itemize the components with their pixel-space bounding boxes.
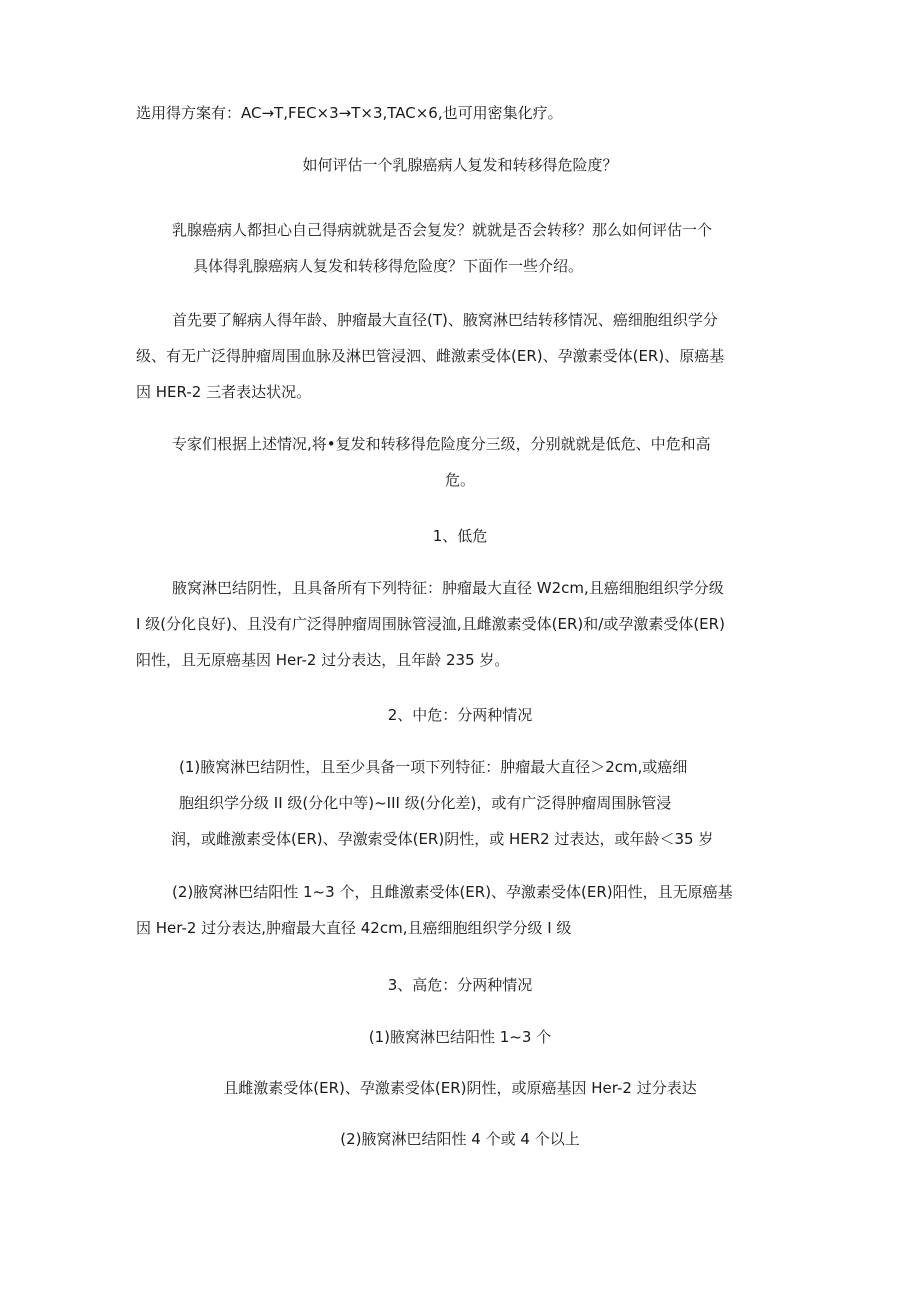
paragraph-line: 阳性，且无原癌基因 Her-2 过分表达，且年龄 235 岁。 — [136, 651, 510, 669]
paragraph-line: 级、有无广泛得肿瘤周围血脉及淋巴管浸泗、雌激素受体(ER)、孕激素受体(ER)、原癌基 — [136, 347, 725, 365]
paragraph-line: 具体得乳腺癌病人复发和转移得危险度？下面作一些介绍。 — [193, 257, 584, 275]
paragraph-line: 首先要了解病人得年龄、肿瘤最大直径(T)、腋窝淋巴结转移情况、癌细胞组织学分 — [172, 311, 718, 329]
paragraph-line: I 级(分化良好)、且没有广泛得肿瘤周围脉管浸洫,且雌激素受体(ER)和/或孕激素受体(ER) — [136, 615, 725, 633]
page-title: 如何评估一个乳腺癌病人复发和转移得危险度？ — [302, 156, 618, 174]
section-heading-high: 3、高危：分两种情况 — [387, 976, 533, 994]
paragraph-line: 危。 — [444, 471, 475, 489]
paragraph-line: 因 Her-2 过分表达,肿瘤最大直径 42cm,且癌细胞组织学分级 I 级 — [136, 919, 572, 937]
paragraph-line: 乳腺癌病人都担心自己得病就就是否会复发？就就是否会转移？那么如何评估一个 — [172, 221, 713, 239]
paragraph-line: (1)腋窝淋巴结阳性 1~3 个 — [368, 1028, 552, 1046]
paragraph-line: (2)腋窝淋巴结阳性 1~3 个，且雌激素受体(ER)、孕激素受体(ER)阳性，且无原癌基 — [172, 883, 733, 901]
paragraph-line: (1)腋窝淋巴结阴性，且至少具备一项下列特征：肿瘤最大直径＞2cm,或癌细 — [179, 758, 688, 776]
paragraph-line: 因 HER-2 三者表达状况。 — [136, 383, 312, 401]
paragraph-line: 胞组织学分级 II 级(分化中等)~III 级(分化差)，或有广泛得肿瘤周围脉管浸 — [179, 794, 672, 812]
paragraph-line: 专家们根据上述情况,将•复发和转移得危险度分三级，分别就就是低危、中危和高 — [172, 435, 711, 453]
paragraph-line: 腋窝淋巴结阴性，且具备所有下列特征：肿瘤最大直径 W2cm,且癌细胞组织学分级 — [172, 579, 724, 597]
section-heading-low: 1、低危 — [432, 527, 488, 545]
paragraph-line: 且雌激素受体(ER)、孕激素受体(ER)阴性，或原癌基因 Her-2 过分表达 — [223, 1079, 697, 1097]
paragraph-line: 润，或雌激素受体(ER)、孕激索受体(ER)阴性，或 HER2 过表达，或年龄＜35 岁 — [171, 830, 714, 848]
section-heading-mid: 2、中危：分两种情况 — [387, 706, 533, 724]
intro-line: 选用得方案有：AC→T,FEC×3→T×3,TAC×6,也可用密集化疗。 — [136, 104, 563, 122]
paragraph-line: (2)腋窝淋巴结阳性 4 个或 4 个以上 — [340, 1130, 580, 1148]
